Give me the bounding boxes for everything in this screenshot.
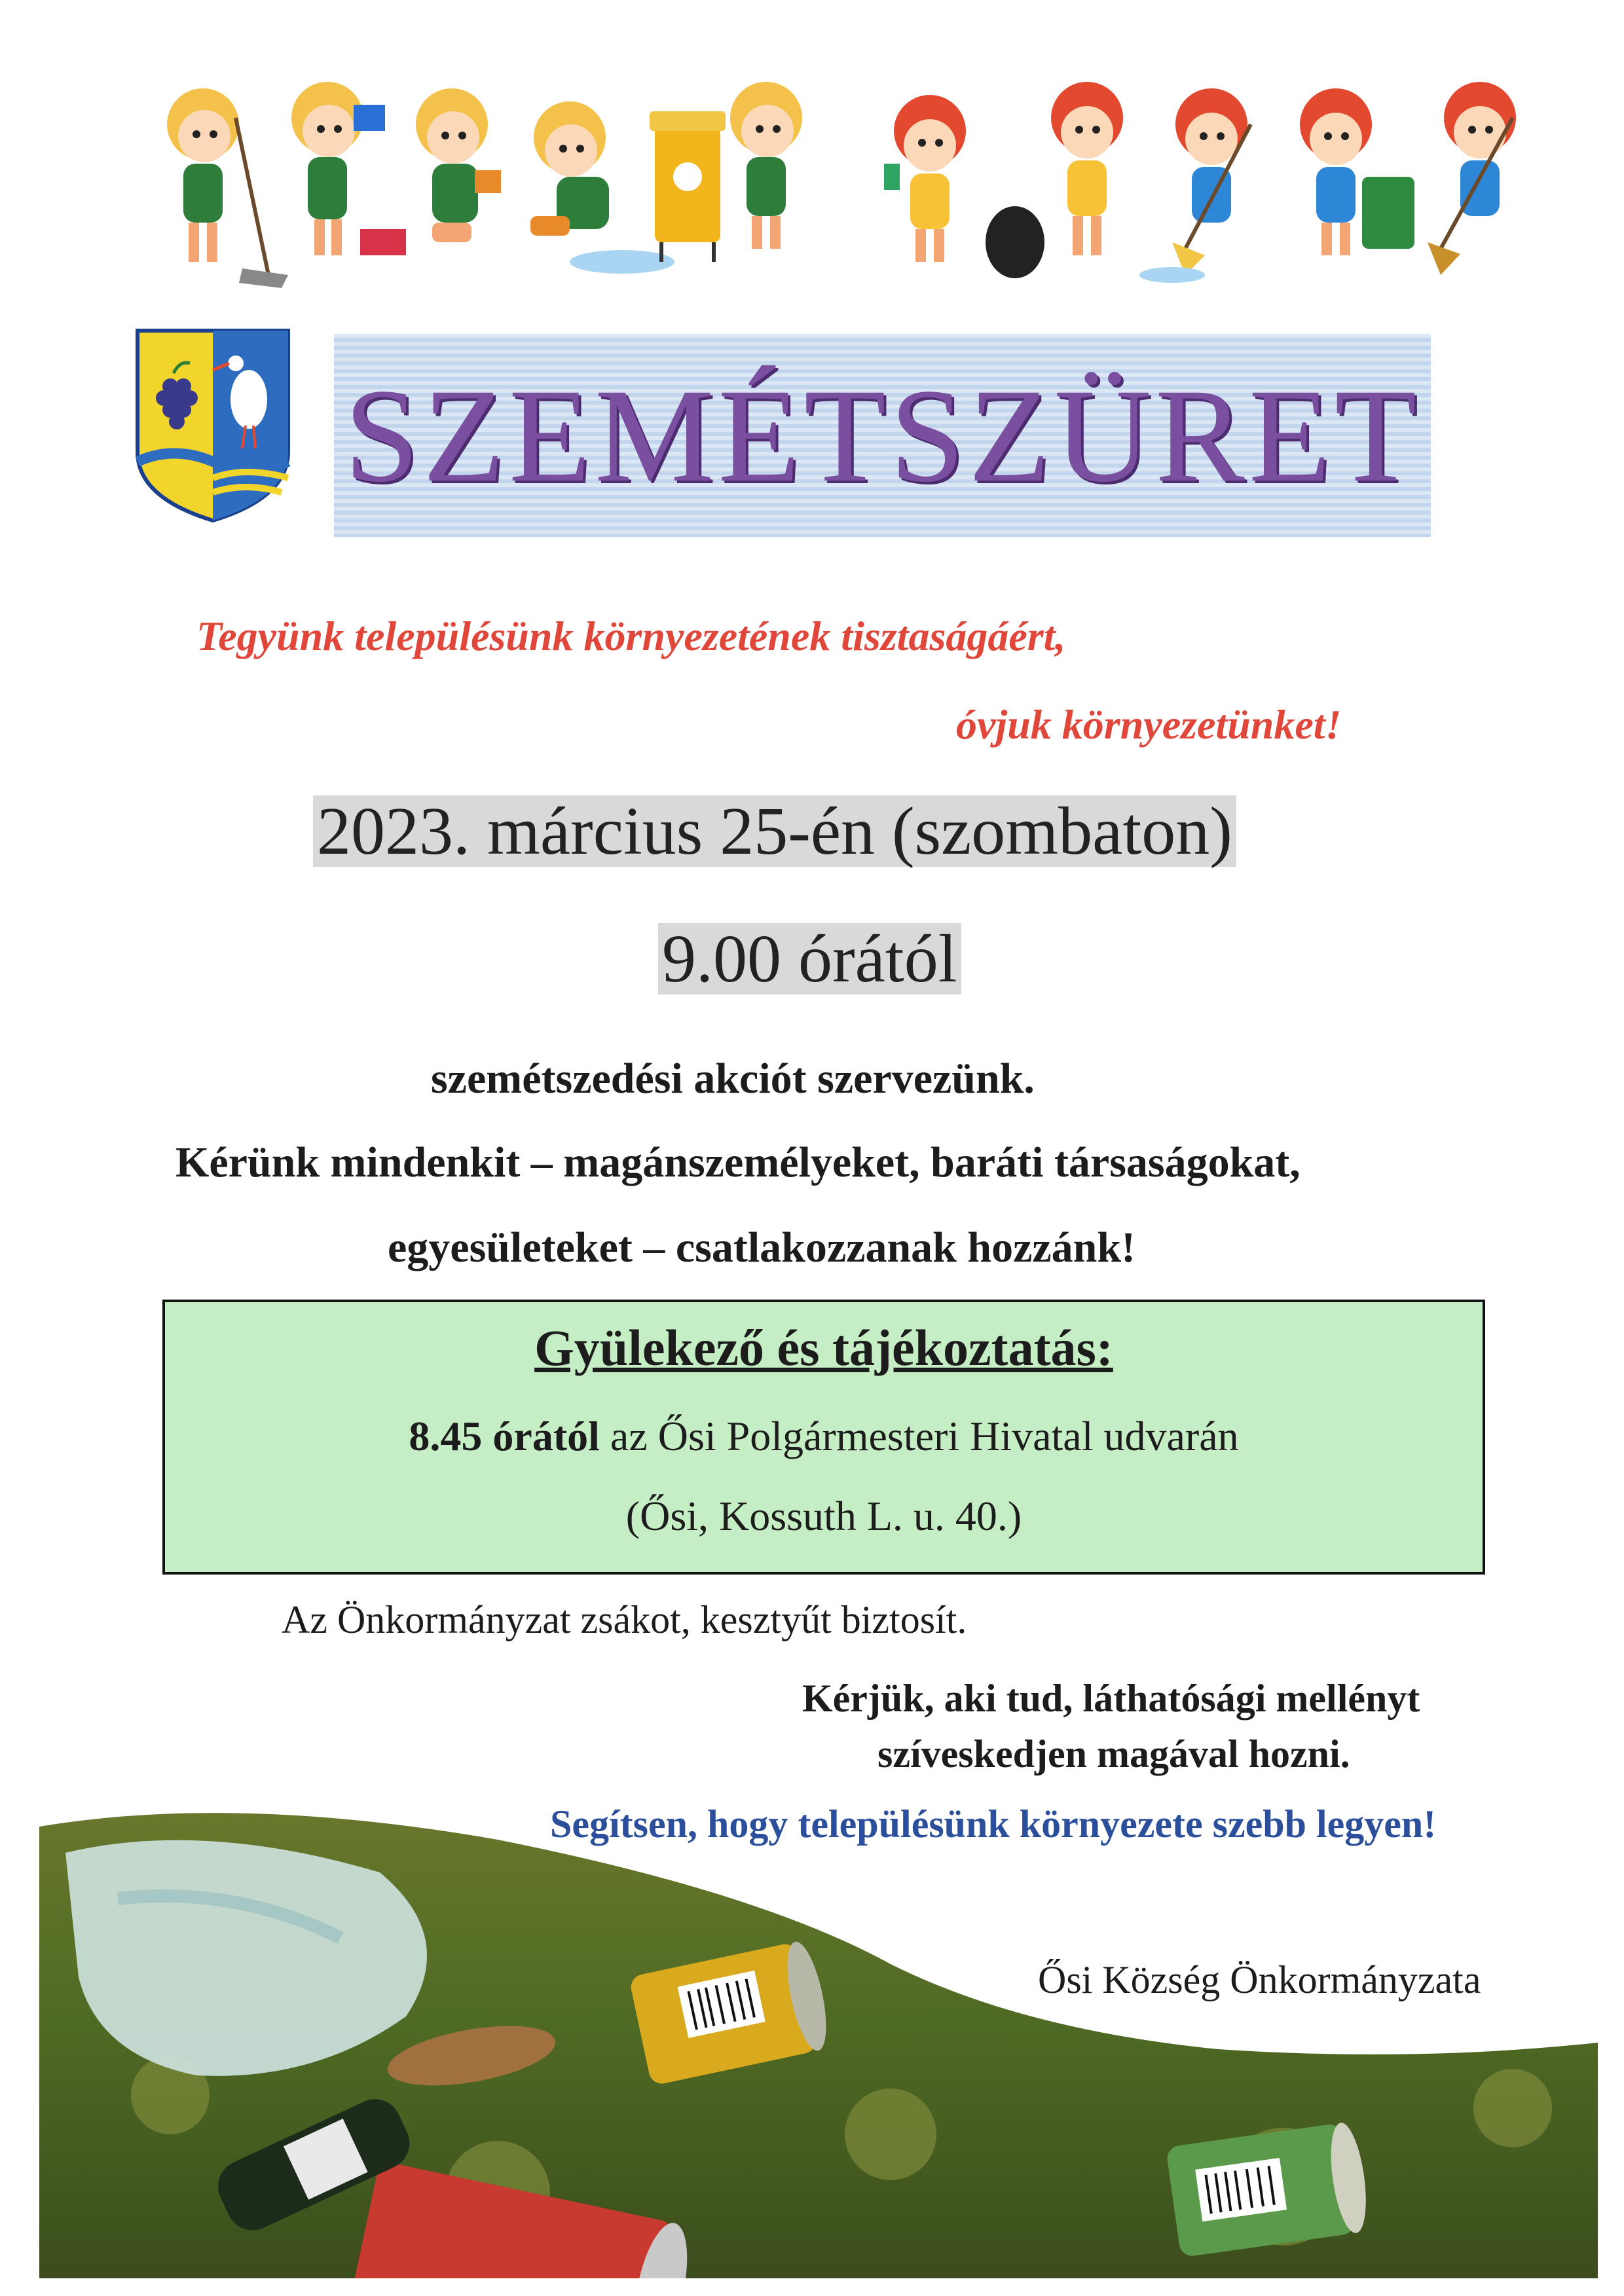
signature: Ősi Község Önkormányzata [1038,1958,1481,2001]
action-text: szemétszedési akciót szervezünk. [431,1055,1035,1102]
title-banner [334,334,1431,537]
invite-line-1: Kérünk mindenkit – magánszemélyeket, baráti társaságokat, [175,1139,1301,1186]
gloves-note: Az Önkormányzat zsákot, kesztyűt biztosít. [282,1598,967,1641]
vest-note-line-1: Kérjük, aki tud, láthatósági mellényt [802,1677,1420,1720]
info-heading: Gyülekező és tájékoztatás: [534,1319,1113,1376]
slogan-line-2: óvjuk környezetünket! [956,701,1342,748]
kids-cleaning-illustration-right [864,79,1539,295]
info-place: az Ősi Polgármesteri Hivatal udvarán [599,1413,1239,1459]
event-date: 2023. március 25-én (szombaton) [313,795,1236,867]
slogan-line-1: Tegyünk településünk környezetének tisztaságáért, [196,613,1066,659]
help-slogan: Segítsen, hogy településünk környezete szebb legyen! [550,1802,1437,1846]
info-time: 8.45 órától [409,1413,600,1459]
page-title: SZEMÉTSZÜRET [344,361,1421,510]
vest-note-line-2: szíveskedjen magával hozni. [877,1732,1350,1776]
info-address: (Ősi, Kossuth L. u. 40.) [625,1493,1022,1539]
event-time: 9.00 órától [658,923,961,994]
info-place-line [165,1412,1483,1461]
village-crest-icon [134,327,291,524]
invite-line-2: egyesületeket – csatlakozzanak hozzánk! [388,1224,1136,1271]
meeting-info-box [162,1300,1485,1575]
kids-cleaning-illustration-left [138,79,812,295]
